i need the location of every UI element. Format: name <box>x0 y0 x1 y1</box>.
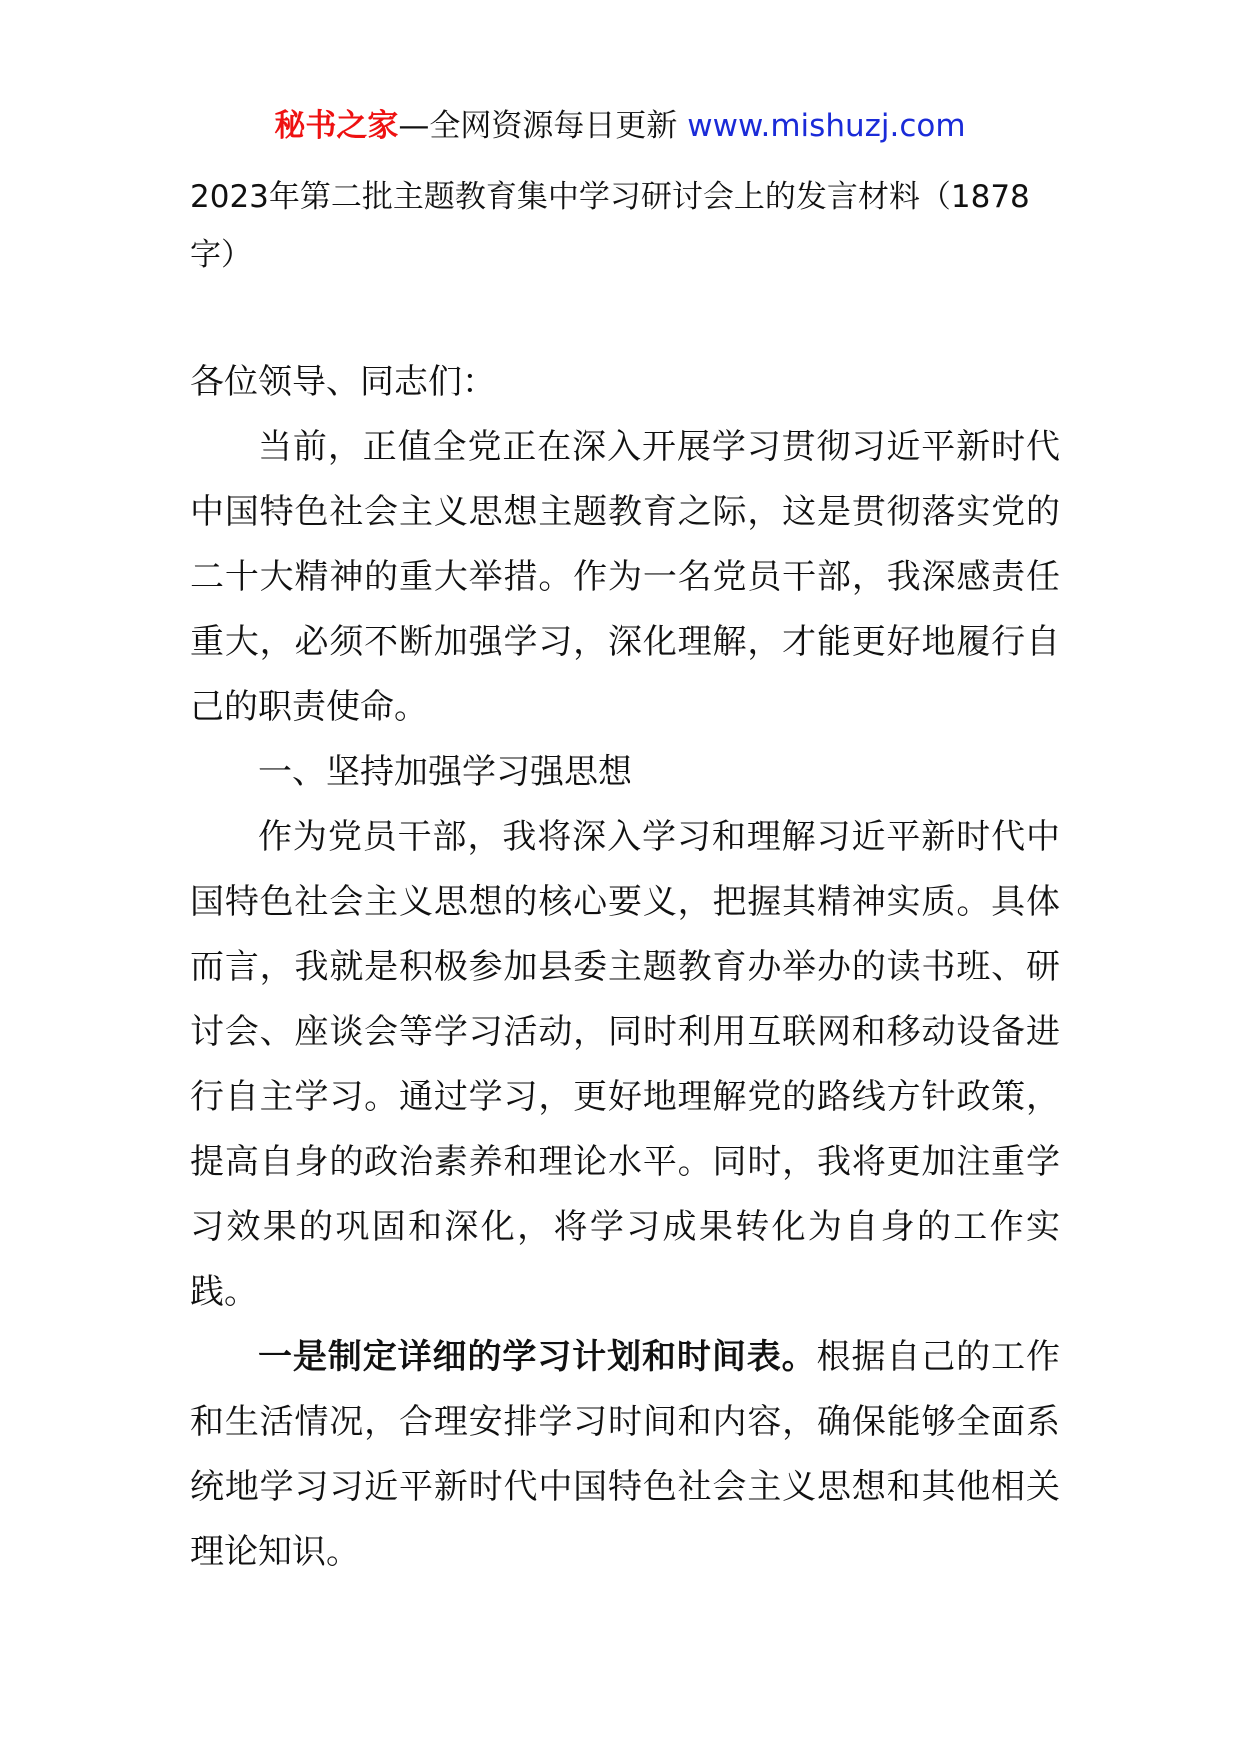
paragraph-lead: 一是制定详细的学习计划和时间表。 <box>258 1337 817 1377</box>
paragraph-text: 根据自己的工作和生活情况，合理安排学习时间和内容，确保能够全面系统地学习习近平新时代中国特色社会主义思想和其他相关理论知识。 <box>190 1337 1061 1572</box>
site-url-link[interactable]: www.mishuzj.com <box>687 108 966 144</box>
greeting: 各位领导、同志们： <box>190 362 496 402</box>
section-heading <box>190 740 1060 805</box>
paragraph <box>190 415 1060 740</box>
site-header <box>0 104 1240 148</box>
paragraph-text: 作为党员干部，我将深入学习和理解习近平新时代中国特色社会主义思想的核心要义，把握其精神实质。具体而言，我就是积极参加县委主题教育办举办的读书班、研讨会、座谈会等学习活动，同时利用互联网和移动设备进行自主学习。通过学习，更好地理解党的路线方针政策，提高自身的政治素养和理论水平。同时，我将更加注重学习效果的巩固和深化，将学习成果转化为自身的工作实践。 <box>190 817 1060 1312</box>
paragraph <box>190 805 1060 1325</box>
document-title: 2023年第二批主题教育集中学习研讨会上的发言材料（1878字） <box>190 179 1030 273</box>
document-body <box>190 168 1060 1585</box>
brand-name: 秘书之家 <box>274 108 399 144</box>
section-heading-text: 一、坚持加强学习强思想 <box>258 752 632 792</box>
paragraph <box>190 1325 1060 1585</box>
paragraph-text: 当前，正值全党正在深入开展学习贯彻习近平新时代中国特色社会主义思想主题教育之际，这是贯彻落实党的二十大精神的重大举措。作为一名党员干部，我深感责任重大，必须不断加强学习，深化理解，才能更好地履行自己的职责使命。 <box>190 427 1060 727</box>
header-tagline: —全网资源每日更新 <box>398 108 678 144</box>
